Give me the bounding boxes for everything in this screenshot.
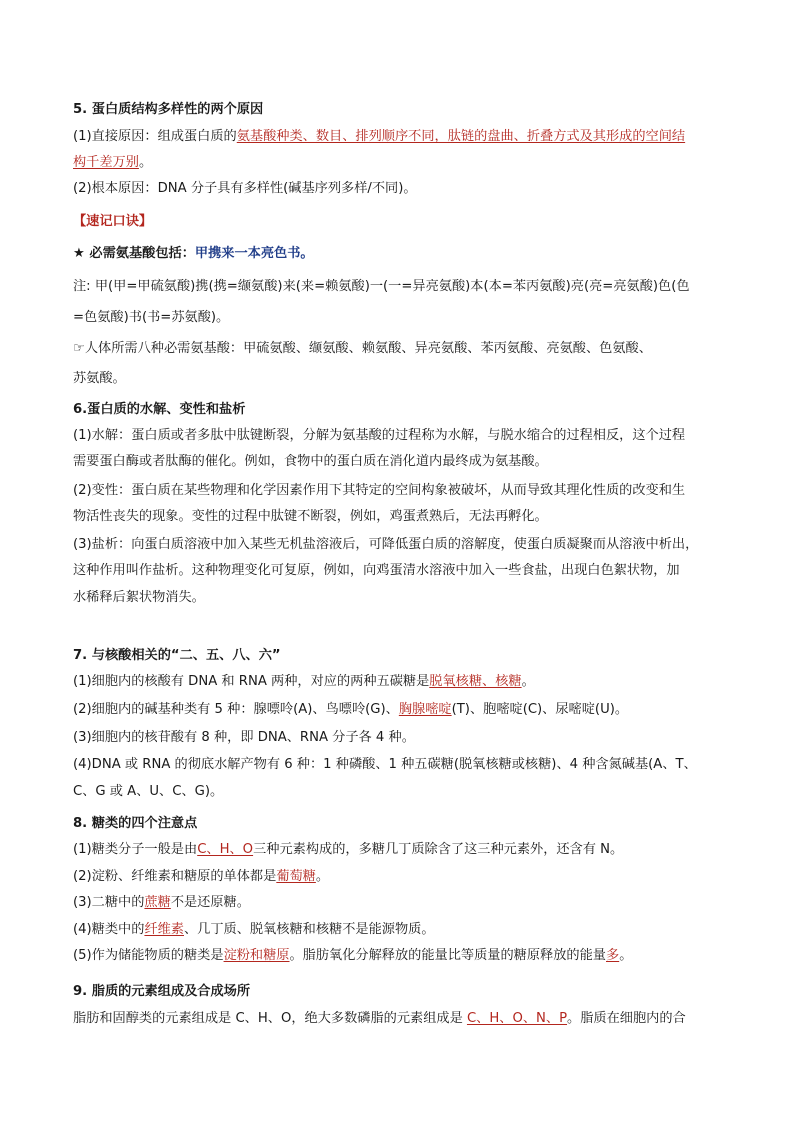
- section-6-title: 6.蛋白质的水解、变性和盐析: [73, 402, 246, 417]
- mnemonic-note-2: =色氨酸)书(书=苏氨酸)。: [73, 310, 230, 325]
- underlined-answer: 胸腺嘧啶: [398, 702, 452, 717]
- section-8-line-2: (2)淀粉、纤维素和糖原的单体都是葡萄糖。: [73, 869, 330, 884]
- section-5-line-3: (2)根本原因：DNA 分子具有多样性(碱基序列多样/不同)。: [73, 181, 417, 196]
- underlined-answer: 淀粉和糖原: [223, 948, 290, 963]
- mnemonic-star-line: ★ 必需氨基酸包括：甲携来一本亮色书。: [73, 246, 314, 261]
- section-6-line: 水稀释后絮状物消失。: [73, 590, 205, 605]
- section-6-line: (2)变性：蛋白质在某些物理和化学因素作用下其特定的空间构象被破坏，从而导致其理化性质的改变和生: [73, 483, 686, 498]
- section-7-line-1: (1)细胞内的核酸有 DNA 和 RNA 两种，对应的两种五碳糖是脱氧核糖、核糖。: [73, 674, 535, 689]
- underlined-answer: 构千差万别: [73, 155, 139, 170]
- underlined-answer: 蔗糖: [144, 895, 171, 910]
- underlined-answer: 纤维素: [144, 922, 184, 937]
- section-7-line-5: C、G 或 A、U、C、G)。: [73, 784, 224, 799]
- section-6-line: 物活性丧失的现象。变性的过程中肽键不断裂，例如，鸡蛋煮熟后，无法再孵化。: [73, 509, 548, 524]
- underlined-answer: 多: [606, 948, 620, 963]
- section-5-title: 5. 蛋白质结构多样性的两个原因: [73, 102, 264, 117]
- section-8-line-4: (4)糖类中的纤维素、几丁质、脱氧核糖和核糖不是能源物质。: [73, 922, 435, 937]
- section-7-line-2: (2)细胞内的碱基种类有 5 种：腺嘌呤(A)、鸟嘌呤(G)、胸腺嘧啶(T)、胞嘧啶(C)、尿嘧啶(U)。: [73, 702, 629, 717]
- mnemonic-note-1: 注: 甲(甲=甲硫氨酸)携(携=缬氨酸)来(来=赖氨酸)一(一=异亮氨酸)本(本=苯丙氨酸)亮(亮=亮氨酸)色(色: [73, 279, 690, 294]
- underlined-answer: 氨基酸种类、数目、排列顺序不同，肽链的盘曲、折叠方式及其形成的空间结: [236, 129, 686, 144]
- mnemonic-phrase: 甲携来一本亮色书。: [194, 246, 314, 261]
- section-9-line-1: 脂肪和固醇类的元素组成是 C、H、O，绝大多数磷脂的元素组成是 C、H、O、N、P。脂质在细胞内的合: [73, 1011, 686, 1026]
- section-7-line-3: (3)细胞内的核苷酸有 8 种，即 DNA、RNA 分子各 4 种。: [73, 730, 415, 745]
- section-6-line: 这种作用叫作盐析。这种物理变化可复原，例如，向鸡蛋清水溶液中加入一些食盐，出现白色絮状物，加: [73, 563, 680, 578]
- section-9-title: 9. 脂质的元素组成及合成场所: [73, 984, 251, 999]
- underlined-answer: C、H、O: [197, 842, 254, 857]
- section-7-line-4: (4)DNA 或 RNA 的彻底水解产物有 6 种：1 种磷酸、1 种五碳糖(脱氧核糖或核糖)、4 种含氮碱基(A、T、: [73, 757, 697, 772]
- section-6-line: 需要蛋白酶或者肽酶的催化。例如，食物中的蛋白质在消化道内最终成为氨基酸。: [73, 454, 548, 469]
- mnemonic-note-4: 苏氨酸。: [73, 371, 126, 386]
- section-8-line-3: (3)二糖中的蔗糖不是还原糖。: [73, 895, 250, 910]
- underlined-answer: 脱氧核糖、核糖: [429, 674, 522, 689]
- underlined-answer: C、H、O、N、P: [466, 1011, 568, 1026]
- section-8-line-5: (5)作为储能物质的糖类是淀粉和糖原。脂肪氧化分解释放的能量比等质量的糖原释放的能量多。: [73, 948, 633, 963]
- underlined-answer: 葡萄糖: [276, 869, 316, 884]
- section-6-line: (3)盐析：向蛋白质溶液中加入某些无机盐溶液后，可降低蛋白质的溶解度，使蛋白质凝聚而从溶液中析出，: [73, 537, 699, 552]
- section-7-title: 7. 与核酸相关的“二、五、八、六”: [73, 648, 281, 663]
- section-8-line-1: (1)糖类分子一般是由C、H、O三种元素构成的，多糖几丁质除含了这三种元素外，还含有 N。: [73, 842, 624, 857]
- mnemonic-tag: 【速记口诀】: [73, 214, 153, 229]
- section-5-line-2: 构千差万别。: [73, 155, 153, 170]
- section-5-line-1: (1)直接原因：组成蛋白质的氨基酸种类、数目、排列顺序不同，肽链的盘曲、折叠方式及其形成的空间结: [73, 129, 686, 144]
- mnemonic-note-3: ☞人体所需八种必需氨基酸：甲硫氨酸、缬氨酸、赖氨酸、异亮氨酸、苯丙氨酸、亮氨酸、色氨酸、: [73, 341, 652, 356]
- section-8-title: 8. 糖类的四个注意点: [73, 816, 198, 831]
- section-6-line: (1)水解：蛋白质或者多肽中肽键断裂，分解为氨基酸的过程称为水解，与脱水缩合的过程相反，这个过程: [73, 428, 686, 443]
